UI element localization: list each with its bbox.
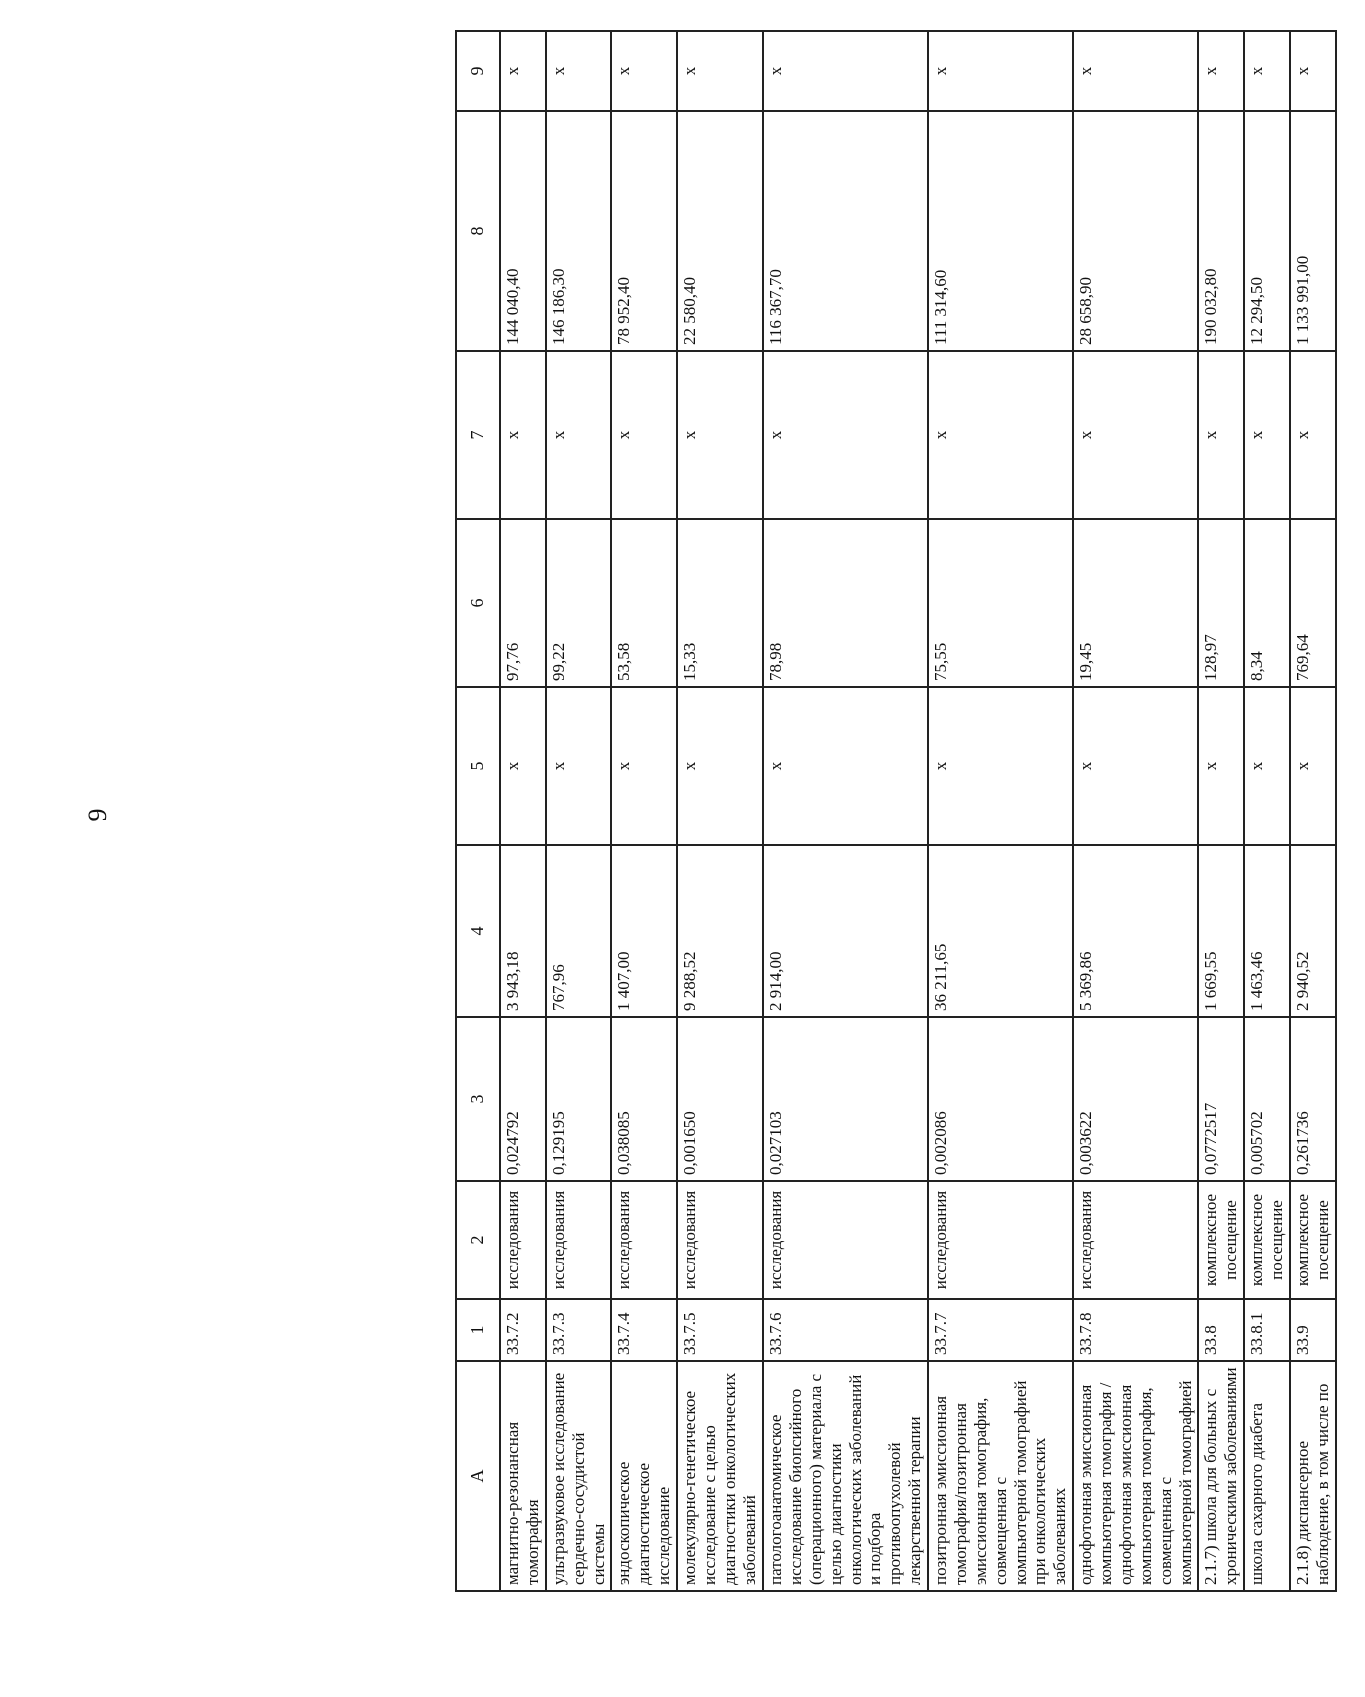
- header-cell: 5: [456, 687, 500, 845]
- column-5-cell: x: [1073, 687, 1198, 845]
- table-row: [500, 31, 546, 1591]
- column-7-cell: x: [546, 351, 612, 519]
- volume-norm-cell: 0,0772517: [1198, 1017, 1244, 1181]
- column-9-cell: x: [677, 31, 763, 111]
- total-cost-cell: 1 133 991,00: [1290, 111, 1336, 351]
- table-row: [677, 31, 763, 1591]
- total-cost-cell: 22 580,40: [677, 111, 763, 351]
- table-row: [1198, 31, 1244, 1591]
- table-row: [763, 31, 928, 1591]
- unit-cell: комплексное посещение: [1290, 1181, 1336, 1299]
- per-capita-cell: 99,22: [546, 519, 612, 687]
- header-cell: А: [456, 1361, 500, 1591]
- total-cost-cell: 144 040,40: [500, 111, 546, 351]
- volume-norm-cell: 0,027103: [763, 1017, 928, 1181]
- row-code-cell: 33.7.6: [763, 1299, 928, 1361]
- volume-norm-cell: 0,003622: [1073, 1017, 1198, 1181]
- unit-cell: исследования: [546, 1181, 612, 1299]
- total-cost-cell: 28 658,90: [1073, 111, 1198, 351]
- column-5-cell: x: [1198, 687, 1244, 845]
- cost-norm-cell: 9 288,52: [677, 845, 763, 1017]
- page-number: 9: [83, 808, 112, 822]
- row-code-cell: 33.8.1: [1244, 1299, 1290, 1361]
- volume-norm-cell: 0,001650: [677, 1017, 763, 1181]
- table-row: [1244, 31, 1290, 1591]
- cost-norm-cell: 2 914,00: [763, 845, 928, 1017]
- service-name-cell: 2.1.8) диспансерное наблюдение, в том числе по: [1290, 1361, 1336, 1591]
- volume-norm-cell: 0,002086: [928, 1017, 1073, 1181]
- unit-cell: комплексное посещение: [1244, 1181, 1290, 1299]
- header-cell: 6: [456, 519, 500, 687]
- column-7-cell: x: [1198, 351, 1244, 519]
- column-7-cell: x: [763, 351, 928, 519]
- total-cost-cell: 146 186,30: [546, 111, 612, 351]
- table-row: [546, 31, 612, 1591]
- row-code-cell: 33.7.7: [928, 1299, 1073, 1361]
- column-5-cell: x: [500, 687, 546, 845]
- total-cost-cell: 111 314,60: [928, 111, 1073, 351]
- total-cost-cell: 116 367,70: [763, 111, 928, 351]
- column-5-cell: x: [928, 687, 1073, 845]
- volume-norm-cell: 0,129195: [546, 1017, 612, 1181]
- row-code-cell: 33.8: [1198, 1299, 1244, 1361]
- header-cell: 9: [456, 31, 500, 111]
- table-row: [1073, 31, 1198, 1591]
- column-9-cell: x: [1244, 31, 1290, 111]
- column-9-cell: x: [500, 31, 546, 111]
- row-code-cell: 33.7.5: [677, 1299, 763, 1361]
- unit-cell: исследования: [928, 1181, 1073, 1299]
- row-code-cell: 33.7.4: [611, 1299, 677, 1361]
- header-cell: 7: [456, 351, 500, 519]
- total-cost-cell: 78 952,40: [611, 111, 677, 351]
- table-row: [928, 31, 1073, 1591]
- header-cell: 1: [456, 1299, 500, 1361]
- column-9-cell: x: [763, 31, 928, 111]
- row-code-cell: 33.7.2: [500, 1299, 546, 1361]
- column-9-cell: x: [1290, 31, 1336, 111]
- column-5-cell: x: [677, 687, 763, 845]
- header-cell: 8: [456, 111, 500, 351]
- per-capita-cell: 128,97: [1198, 519, 1244, 687]
- cost-norm-cell: 36 211,65: [928, 845, 1073, 1017]
- column-5-cell: x: [1290, 687, 1336, 845]
- total-cost-cell: 190 032,80: [1198, 111, 1244, 351]
- row-code-cell: 33.9: [1290, 1299, 1336, 1361]
- service-name-cell: 2.1.7) школа для больных с хроническими заболеваниями: [1198, 1361, 1244, 1591]
- column-7-cell: x: [677, 351, 763, 519]
- cost-norm-cell: 1 463,46: [1244, 845, 1290, 1017]
- column-9-cell: x: [1073, 31, 1198, 111]
- table-row: [1290, 31, 1336, 1591]
- service-name-cell: однофотонная эмиссионная компьютерная томография / однофотонная эмиссионная компьютерная томография, совмещенная с компьютерной томографией: [1073, 1361, 1198, 1591]
- table-row: [611, 31, 677, 1591]
- cost-norm-cell: 2 940,52: [1290, 845, 1336, 1017]
- service-name-cell: молекулярно-генетическое исследование с целью диагностики онкологических заболеваний: [677, 1361, 763, 1591]
- column-9-cell: x: [546, 31, 612, 111]
- rotated-table-wrapper: [455, 32, 1365, 1592]
- volume-norm-cell: 0,038085: [611, 1017, 677, 1181]
- cost-norm-cell: 1 407,00: [611, 845, 677, 1017]
- column-9-cell: x: [611, 31, 677, 111]
- row-code-cell: 33.7.3: [546, 1299, 612, 1361]
- service-name-cell: ультразвуковое исследование сердечно-сосудистой системы: [546, 1361, 612, 1591]
- service-name-cell: школа сахарного диабета: [1244, 1361, 1290, 1591]
- unit-cell: комплексное посещение: [1198, 1181, 1244, 1299]
- volume-norm-cell: 0,024792: [500, 1017, 546, 1181]
- header-cell: 4: [456, 845, 500, 1017]
- unit-cell: исследования: [1073, 1181, 1198, 1299]
- column-5-cell: x: [611, 687, 677, 845]
- column-7-cell: x: [928, 351, 1073, 519]
- per-capita-cell: 78,98: [763, 519, 928, 687]
- column-5-cell: x: [1244, 687, 1290, 845]
- row-code-cell: 33.7.8: [1073, 1299, 1198, 1361]
- header-row: [456, 31, 500, 1591]
- column-9-cell: x: [928, 31, 1073, 111]
- unit-cell: исследования: [611, 1181, 677, 1299]
- total-cost-cell: 12 294,50: [1244, 111, 1290, 351]
- service-name-cell: патологоанатомическое исследование биопсийного (операционного) материала с целью диагностики онкологических заболеваний и подбора противоопухолевой лекарственной терапии: [763, 1361, 928, 1591]
- tariff-table: [455, 30, 1337, 1592]
- volume-norm-cell: 0,261736: [1290, 1017, 1336, 1181]
- per-capita-cell: 53,58: [611, 519, 677, 687]
- column-7-cell: x: [1244, 351, 1290, 519]
- column-7-cell: x: [1290, 351, 1336, 519]
- column-5-cell: x: [546, 687, 612, 845]
- service-name-cell: эндоскопическое диагностическое исследование: [611, 1361, 677, 1591]
- cost-norm-cell: 3 943,18: [500, 845, 546, 1017]
- column-7-cell: x: [611, 351, 677, 519]
- unit-cell: исследования: [500, 1181, 546, 1299]
- unit-cell: исследования: [763, 1181, 928, 1299]
- service-name-cell: магнитно-резонансная томография: [500, 1361, 546, 1591]
- per-capita-cell: 97,76: [500, 519, 546, 687]
- cost-norm-cell: 1 669,55: [1198, 845, 1244, 1017]
- per-capita-cell: 8,34: [1244, 519, 1290, 687]
- column-9-cell: x: [1198, 31, 1244, 111]
- per-capita-cell: 19,45: [1073, 519, 1198, 687]
- service-name-cell: позитронная эмиссионная томография/позитронная эмиссионная томография, совмещенная с компьютерной томографией при онкологических заболеваниях: [928, 1361, 1073, 1591]
- volume-norm-cell: 0,005702: [1244, 1017, 1290, 1181]
- header-cell: 3: [456, 1017, 500, 1181]
- column-5-cell: x: [763, 687, 928, 845]
- cost-norm-cell: 5 369,86: [1073, 845, 1198, 1017]
- table-body: [500, 31, 1336, 1591]
- unit-cell: исследования: [677, 1181, 763, 1299]
- per-capita-cell: 769,64: [1290, 519, 1336, 687]
- column-7-cell: x: [1073, 351, 1198, 519]
- per-capita-cell: 15,33: [677, 519, 763, 687]
- cost-norm-cell: 767,96: [546, 845, 612, 1017]
- header-cell: 2: [456, 1181, 500, 1299]
- column-7-cell: x: [500, 351, 546, 519]
- per-capita-cell: 75,55: [928, 519, 1073, 687]
